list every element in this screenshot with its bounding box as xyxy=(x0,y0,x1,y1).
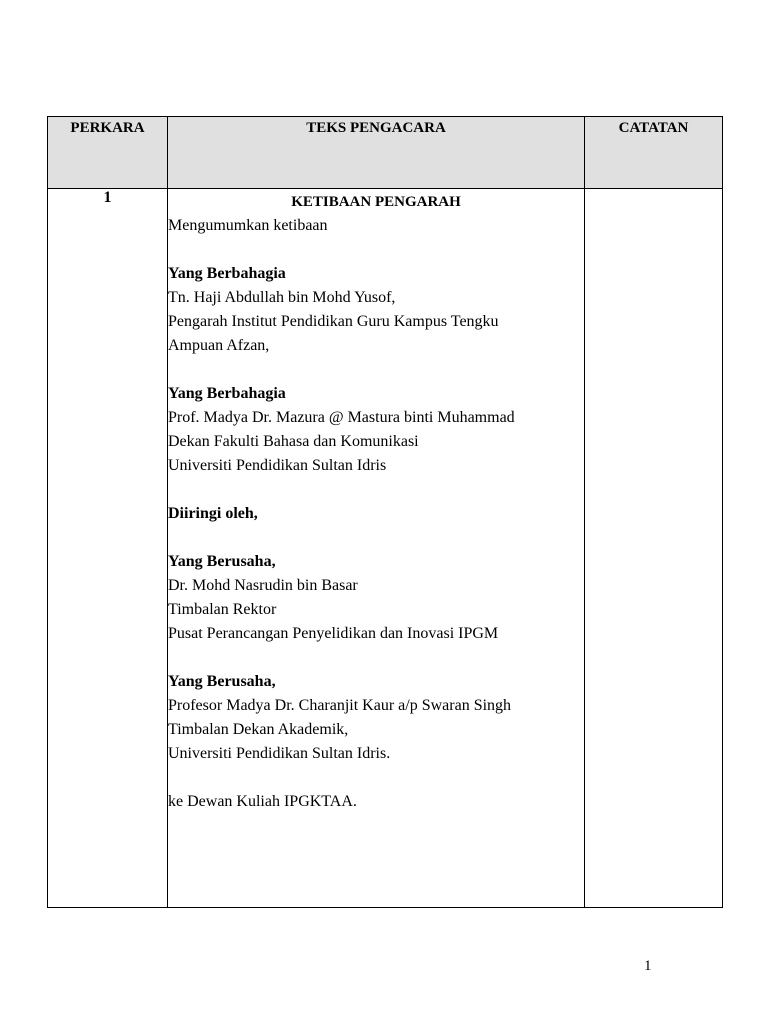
catatan-cell xyxy=(585,189,723,908)
guest-4-title: Yang Berusaha, xyxy=(168,673,276,690)
section-heading: KETIBAAN PENGARAH xyxy=(291,194,461,210)
guest-2-institution: Universiti Pendidikan Sultan Idris xyxy=(168,457,387,474)
guest-4-position: Timbalan Dekan Akademik, xyxy=(168,721,349,738)
guest-1-position-line-2: Ampuan Afzan, xyxy=(168,337,270,354)
guest-3-position: Timbalan Rektor xyxy=(168,601,277,618)
guest-3-institution: Pusat Perancangan Penyelidikan dan Inovasi IPGM xyxy=(168,625,499,642)
guest-4-institution: Universiti Pendidikan Sultan Idris. xyxy=(168,745,391,762)
header-teks-pengacara: TEKS PENGACARA xyxy=(168,117,585,189)
guest-2-title: Yang Berbahagia xyxy=(168,385,286,402)
guest-1-position-line-1: Pengarah Institut Pendidikan Guru Kampus Tengku xyxy=(168,313,499,330)
teks-pengacara-cell xyxy=(168,189,585,908)
guest-3-name: Dr. Mohd Nasrudin bin Basar xyxy=(168,577,358,594)
accompanied-label: Diiringi oleh, xyxy=(168,505,258,522)
program-table xyxy=(47,116,723,908)
guest-block-2 xyxy=(168,382,584,478)
table-row xyxy=(48,189,723,908)
closing-text: ke Dewan Kuliah IPGKTAA. xyxy=(168,793,357,810)
guest-3-title: Yang Berusaha, xyxy=(168,553,276,570)
guest-1-name: Tn. Haji Abdullah bin Mohd Yusof, xyxy=(168,289,396,306)
guest-block-1 xyxy=(168,262,584,358)
item-number: 1 xyxy=(48,189,168,908)
table-header-row xyxy=(48,117,723,189)
guest-block-3 xyxy=(168,550,584,646)
guest-2-position: Dekan Fakulti Bahasa dan Komunikasi xyxy=(168,433,419,450)
guest-block-4 xyxy=(168,670,584,766)
header-perkara: PERKARA xyxy=(48,117,168,189)
guest-2-name: Prof. Madya Dr. Mazura @ Mastura binti Muhammad xyxy=(168,409,515,426)
guest-4-name: Profesor Madya Dr. Charanjit Kaur a/p Swaran Singh xyxy=(168,697,512,714)
intro-text: Mengumumkan ketibaan xyxy=(168,217,328,234)
page-number: 1 xyxy=(644,958,652,974)
guest-1-title: Yang Berbahagia xyxy=(168,265,286,282)
header-catatan: CATATAN xyxy=(585,117,723,189)
